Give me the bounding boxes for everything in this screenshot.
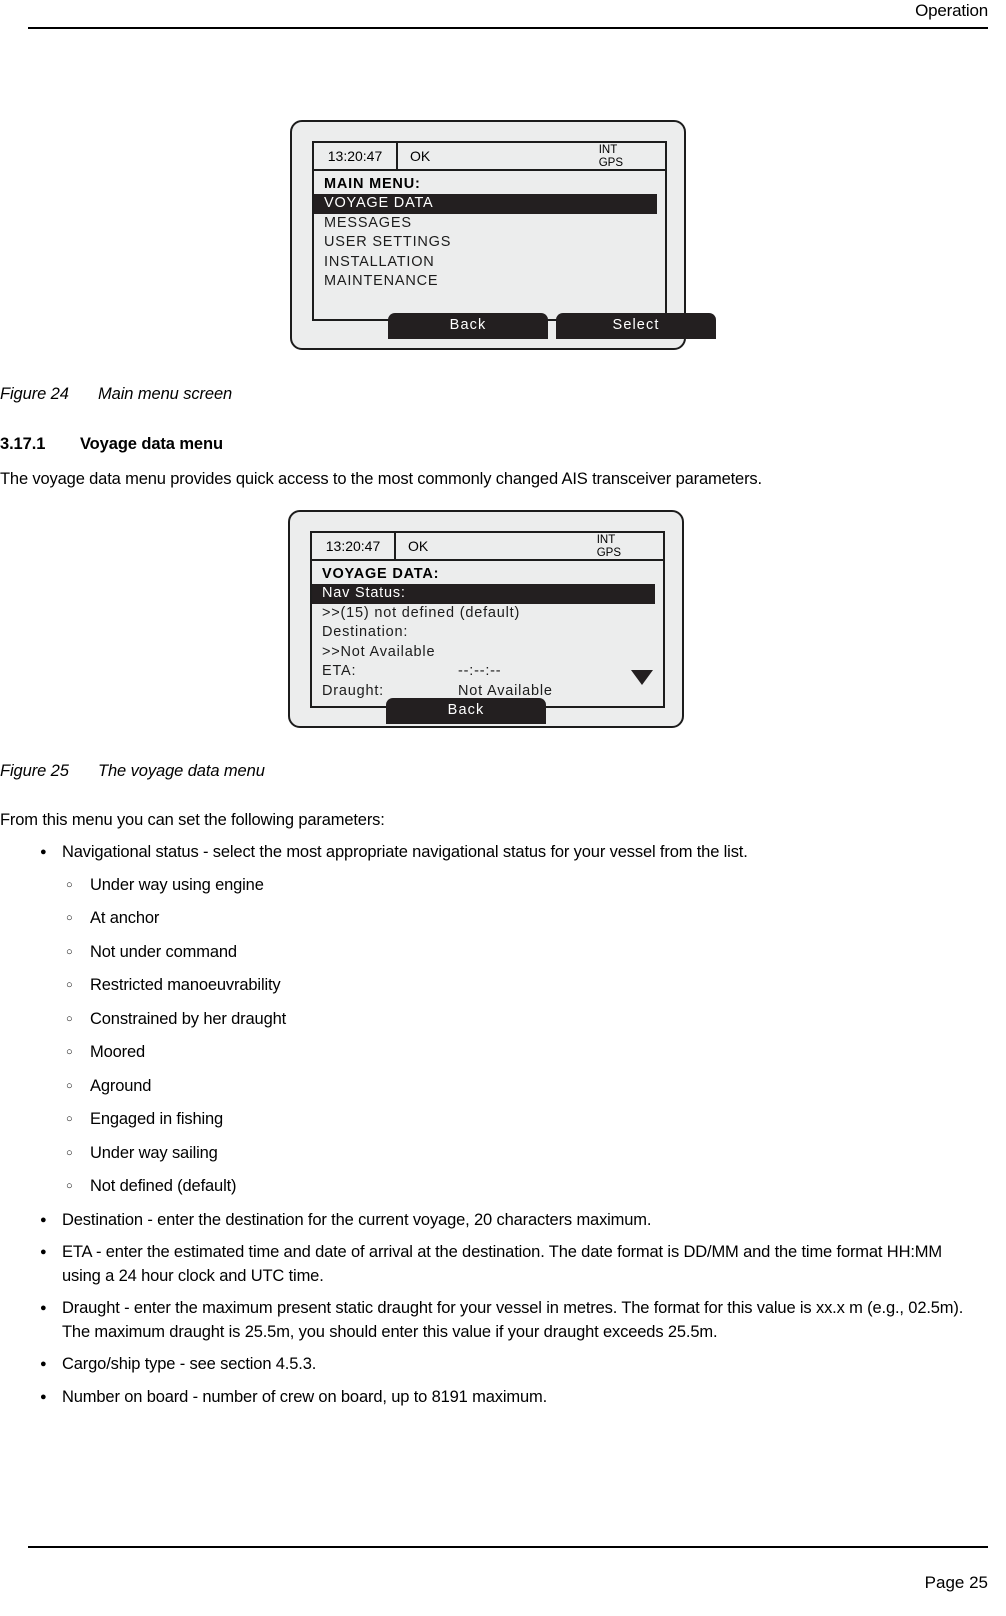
- voyage-row-destination-value[interactable]: >>Not Available: [322, 643, 436, 660]
- voyage-row-destination[interactable]: Destination:: [322, 624, 409, 640]
- list-item-draught: ● Draught - enter the maximum present static draught for your vessel in metres. The format for this value is xx.x m (e.g., 02.5m). The maximum draught is 25.5m, you should enter this value if your draught exceeds 25.5m.: [36, 1297, 981, 1344]
- softkey-back-button[interactable]: Back: [386, 698, 546, 724]
- list-item: ○ Restricted manoeuvrability: [62, 974, 981, 998]
- status-bar-status: OK: [410, 148, 431, 164]
- list-item: ○ Constrained by her draught: [62, 1008, 981, 1032]
- softkey-bar: [314, 313, 665, 339]
- page-footer: [28, 1572, 988, 1598]
- voyage-row-draught-value: Not Available: [458, 682, 553, 699]
- status-bar-source-line2: GPS: [598, 156, 623, 169]
- voyage-row-eta-label: ETA:: [322, 663, 357, 679]
- status-bar-position-source: [597, 534, 621, 559]
- list-item-number-on-board: ● Number on board - number of crew on board, up to 8191 maximum.: [36, 1386, 981, 1410]
- figure-24-caption: [0, 383, 1006, 405]
- menu-item-maintenance[interactable]: MAINTENANCE: [324, 273, 439, 289]
- lcd-screen-main-menu: [312, 141, 667, 333]
- menu-item-messages[interactable]: MESSAGES: [324, 214, 412, 231]
- list-item: ○ Not under command: [62, 941, 981, 965]
- voyage-row-nav-status[interactable]: Nav Status:: [312, 584, 655, 604]
- screen-title: MAIN MENU:: [324, 176, 421, 192]
- parameters-intro: From this menu you can set the following parameters:: [0, 811, 385, 829]
- intro-paragraph: The voyage data menu provides quick access to the most commonly changed AIS transceiver parameters.: [0, 470, 762, 488]
- section-heading: [0, 433, 1006, 455]
- list-item-cargo-ship-type: ● Cargo/ship type - see section 4.5.3.: [36, 1353, 981, 1377]
- status-bar-source-line2: GPS: [596, 546, 621, 559]
- status-bar-position-source: [599, 144, 623, 169]
- header-rule: [28, 27, 988, 29]
- screen-title: VOYAGE DATA:: [322, 566, 440, 582]
- list-item: ○ Engaged in fishing: [62, 1108, 981, 1132]
- list-item-text: Navigational status - select the most appropriate navigational status for your vessel from the list.: [62, 843, 748, 861]
- voyage-row-draught-label: Draught:: [322, 682, 385, 699]
- voyage-row-eta[interactable]: [312, 662, 663, 682]
- status-bar-time: 13:20:47: [312, 533, 396, 559]
- figure-24-caption-text: Main menu screen: [98, 385, 233, 403]
- list-item: ○ Not defined (default): [62, 1175, 981, 1199]
- menu-item-user-settings[interactable]: USER SETTINGS: [324, 234, 452, 250]
- figure-25-caption: [0, 760, 1006, 782]
- status-bar-status: OK: [408, 538, 429, 554]
- voyage-row-eta-value: --:--:--: [458, 663, 502, 679]
- list-item: ○ Under way sailing: [62, 1142, 981, 1166]
- softkey-bar: [312, 698, 663, 724]
- voyage-row-nav-status-value[interactable]: >>(15) not defined (default): [322, 604, 521, 621]
- status-bar-time: 13:20:47: [314, 143, 398, 169]
- section-title: Voyage data menu: [80, 435, 223, 453]
- nav-status-options-list: [62, 874, 981, 1199]
- parameters-list: [36, 841, 981, 1418]
- list-item: ○ Moored: [62, 1041, 981, 1065]
- page-number: Page 25: [924, 1573, 988, 1592]
- status-bar-source-line1: INT: [596, 534, 616, 546]
- status-bar: [312, 533, 663, 561]
- list-item-navigational-status: [36, 841, 981, 1199]
- list-item: ○ Aground: [62, 1075, 981, 1099]
- figure-24-device-screenshot: [290, 120, 686, 350]
- figure-25-number: Figure 25: [0, 762, 69, 780]
- main-menu-list: [314, 194, 665, 292]
- figure-25-device-screenshot: [288, 510, 684, 728]
- menu-item-installation[interactable]: INSTALLATION: [324, 253, 435, 270]
- list-item-destination: ● Destination - enter the destination for the current voyage, 20 characters maximum.: [36, 1209, 981, 1233]
- voyage-data-body: [312, 564, 663, 701]
- menu-item-voyage-data[interactable]: VOYAGE DATA: [314, 194, 657, 214]
- figure-25-caption-text: The voyage data menu: [98, 762, 265, 780]
- lcd-screen-voyage-data: [310, 531, 665, 718]
- section-number: 3.17.1: [0, 435, 46, 453]
- page-header: [28, 0, 988, 26]
- triangle-down-icon[interactable]: [631, 670, 653, 685]
- list-item: ○ Under way using engine: [62, 874, 981, 898]
- status-bar: [314, 143, 665, 171]
- list-item-eta: ● ETA - enter the estimated time and date of arrival at the destination. The date format is DD/MM and the time format HH:MM using a 24 hour clock and UTC time.: [36, 1241, 981, 1288]
- list-item: ○ At anchor: [62, 907, 981, 931]
- softkey-select-button[interactable]: Select: [556, 313, 716, 339]
- voyage-data-list: [312, 584, 663, 701]
- main-menu-body: [314, 174, 665, 292]
- figure-24-number: Figure 24: [0, 385, 69, 403]
- softkey-back-button[interactable]: Back: [388, 313, 548, 339]
- page-header-title: Operation: [915, 1, 988, 20]
- status-bar-source-line1: INT: [598, 144, 618, 156]
- footer-rule: [28, 1546, 988, 1548]
